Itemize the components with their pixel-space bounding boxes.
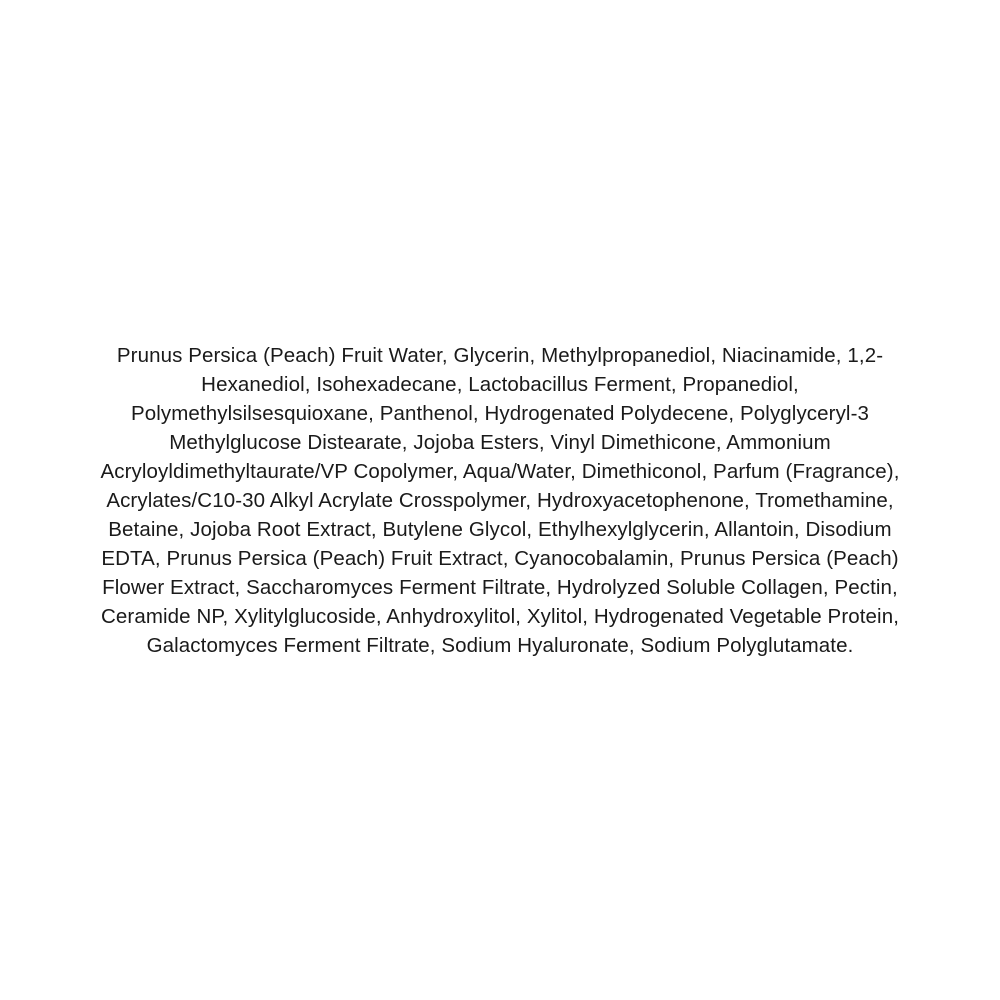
ingredients-list: Prunus Persica (Peach) Fruit Water, Glycerin, Methylpropanediol, Niacinamide, 1,2-Hexanediol, Isohexadecane, Lactobacillus Ferment, Propanediol, Polymethylsilsesquioxane, Panthenol, Hydrogenated Polydecene, Polyglyceryl-3 Methylglucose Distearate, Jojoba Esters, Vinyl Dimethicone, Ammonium Acryloyldimethyltaurate/VP Copolymer, Aqua/Water, Dimethiconol, Parfum (Fragrance), Acrylates/C10-30 Alkyl Acrylate Crosspolymer, Hydroxyacetophenone, Tromethamine, Betaine, Jojoba Root Extract, Butylene Glycol, Ethylhexylglycerin, Allantoin, Disodium EDTA, Prunus Persica (Peach) Fruit Extract, Cyanocobalamin, Prunus Persica (Peach) Flower Extract, Saccharomyces Ferment Filtrate, Hydrolyzed Soluble Collagen, Pectin, Ceramide NP, Xylitylglucoside, Anhydroxylitol, Xylitol, Hydrogenated Vegetable Protein, Galactomyces Ferment Filtrate, Sodium Hyaluronate, Sodium Polyglutamate. bbox=[100, 343, 900, 657]
